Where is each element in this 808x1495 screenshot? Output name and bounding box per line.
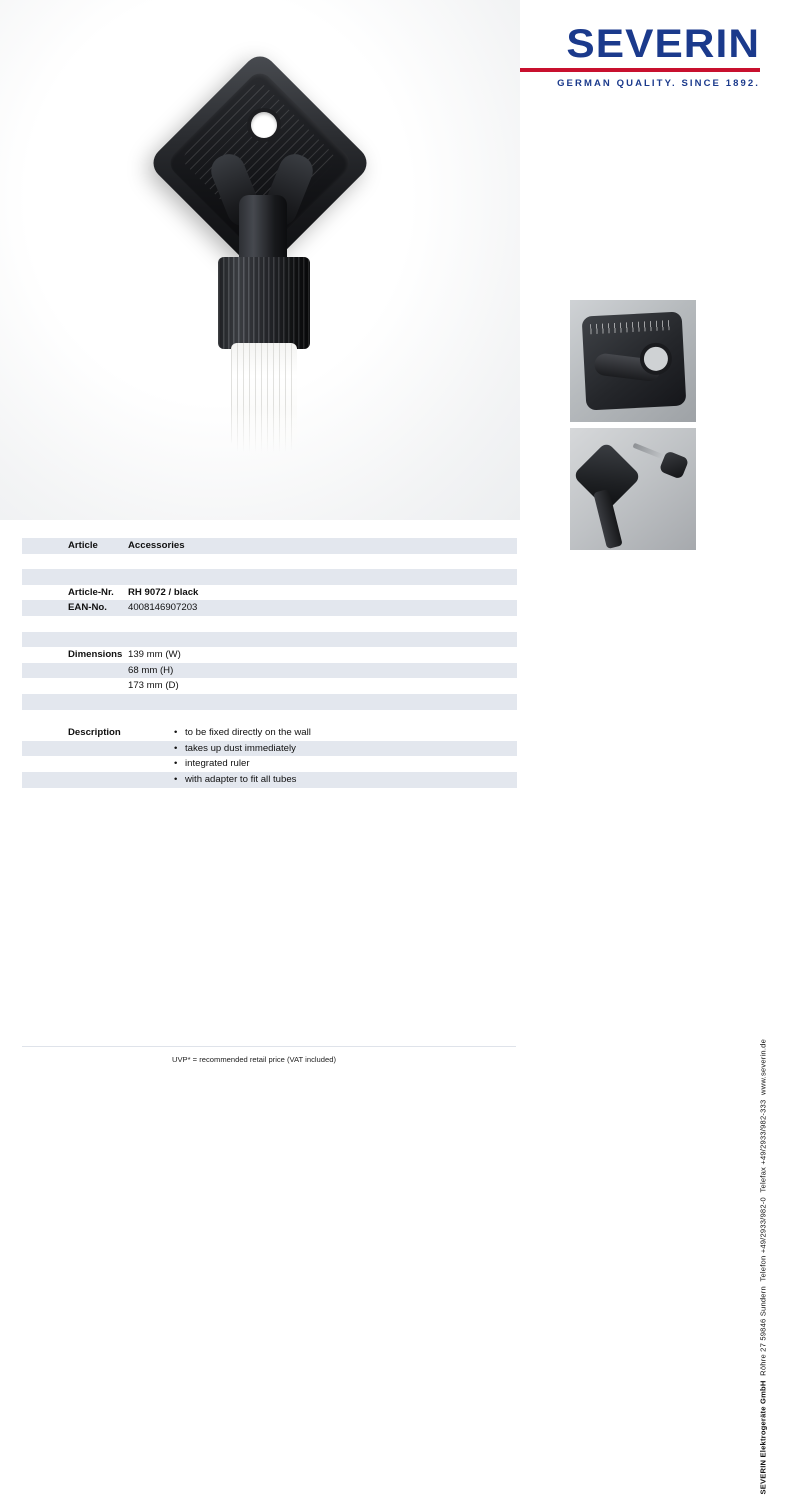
footer-note: UVP* = recommended retail price (VAT included) [172,1055,336,1064]
row-value: 173 mm (D) [128,680,179,692]
thumb-ruler-icon [590,320,672,334]
brand-tagline: GERMAN QUALITY. SINCE 1892. [557,78,760,89]
row-value: 68 mm (H) [128,664,174,676]
thumbnail-detail-plate [570,300,696,422]
product-brush [231,343,297,453]
row-value: Accessories [128,540,185,551]
table-row [22,663,517,679]
table-row [22,585,517,601]
footer-divider [22,1046,516,1047]
bullet-icon: • [174,758,178,770]
list-item [174,741,311,757]
row-value: RH 9072 / black [128,586,199,598]
description-label: Description [68,727,121,739]
list-item [174,756,311,772]
row-value: 139 mm (W) [128,649,181,661]
table-spacer [22,694,517,710]
table-spacer [22,569,517,585]
list-item-label: integrated ruler [185,758,250,770]
company-website: www.severin.de [759,1039,768,1095]
table-spacer [22,632,517,648]
bullet-icon: • [174,773,178,785]
description-bullet-list [174,725,311,787]
list-item [174,725,311,741]
drill-hole-icon [251,112,277,138]
company-address: Röhre 27 59846 Sundern [759,1286,768,1376]
table-row [22,538,517,554]
brand-name: SEVERIN [566,22,760,66]
company-name: SEVERIN Elektrogeräte GmbH [759,1380,768,1495]
thumbnail-gallery [570,300,696,556]
thumb-hole-icon [643,346,668,371]
list-item-label: takes up dust immediately [185,742,296,754]
collar-ribs [218,257,310,349]
list-item-label: with adapter to fit all tubes [185,773,297,785]
table-spacer [22,616,517,632]
thumbnail-in-use [570,428,696,550]
bullet-icon: • [174,742,178,754]
list-item-label: to be fixed directly on the wall [185,727,311,739]
product-illustration [155,75,395,455]
row-label: EAN-No. [68,602,107,614]
row-label: Article [68,540,98,551]
row-label: Dimensions [68,649,123,661]
row-value: 4008146907203 [128,602,198,614]
list-item [174,772,311,788]
table-spacer [22,554,517,570]
row-label: Article-Nr. [68,586,114,598]
product-collar [218,257,310,349]
company-contact-sidebar [759,1039,768,1495]
thumb-plate-shape [582,311,687,410]
brush-bristles [231,343,297,453]
company-fax: Telefax +49/2933/982-333 [759,1099,768,1193]
table-row [22,600,517,616]
specification-table [22,538,517,788]
product-hero-image [0,0,520,520]
bullet-icon: • [174,727,178,739]
company-phone: Telefon +49/2933/982-0 [759,1197,768,1282]
table-row [22,678,517,694]
table-row [22,647,517,663]
table-spacer [22,710,517,726]
